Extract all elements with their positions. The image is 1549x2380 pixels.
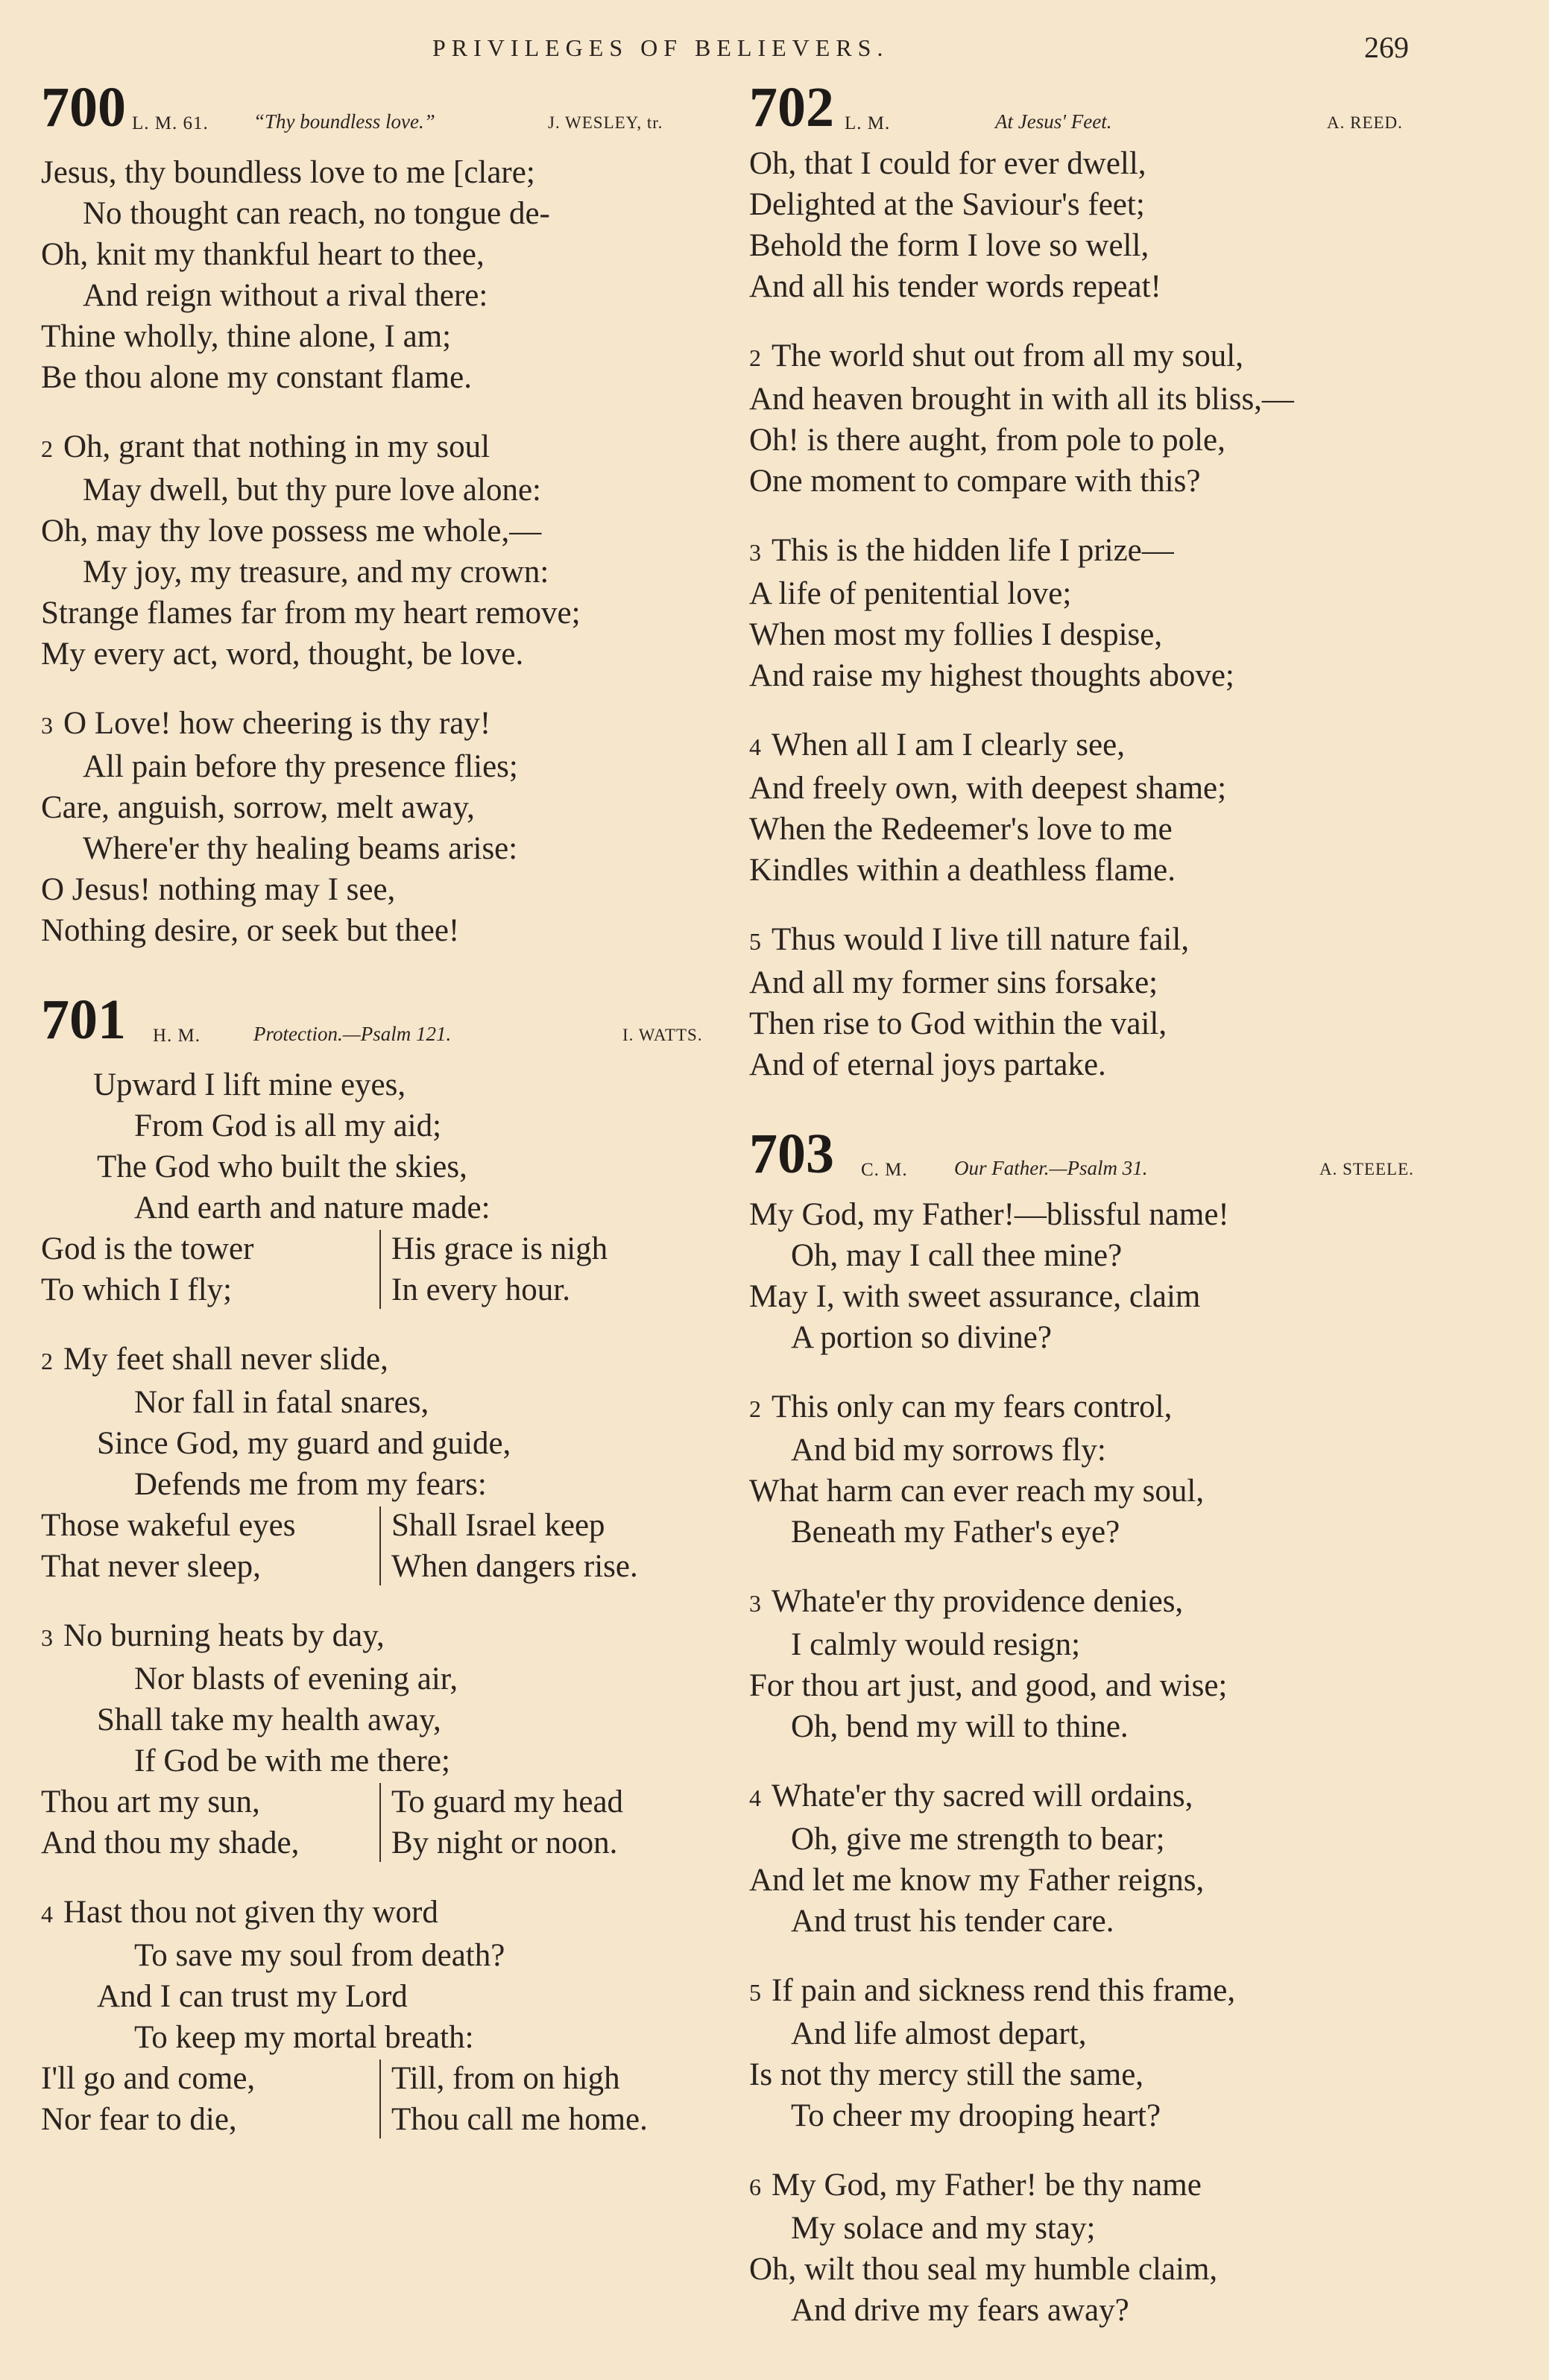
verse-line: What harm can ever reach my soul,: [749, 1474, 1205, 1509]
stanza-number: 2: [41, 435, 53, 462]
refrain-line: Till, from on high: [391, 2061, 620, 2096]
stanza-4: [749, 1775, 1495, 1942]
verse-line: And earth and nature made:: [134, 1190, 490, 1225]
stanza-number: 3: [41, 1624, 53, 1651]
verse-line: And bid my sorrows fly:: [791, 1433, 1106, 1468]
verse-line: A portion so divine?: [791, 1320, 1052, 1355]
stanza-2: [41, 1339, 757, 1587]
verse-line: Hast thou not given thy word: [63, 1895, 438, 1930]
verse-line: For thou art just, and good, and wise;: [749, 1668, 1228, 1703]
stanza-3: [749, 530, 1495, 696]
verse-line: Upward I lift mine eyes,: [93, 1067, 406, 1102]
verse-line: And trust his tender care.: [791, 1904, 1114, 1939]
hymn-title: Protection.—Psalm 121.: [253, 1023, 452, 1045]
verse-line: When most my follies I despise,: [749, 617, 1163, 652]
verse-line: And of eternal joys partake.: [749, 1047, 1106, 1082]
verse-line: To keep my mortal breath:: [134, 2020, 474, 2055]
verse-line: And let me know my Father reigns,: [749, 1863, 1205, 1898]
verse-line: If God be with me there;: [134, 1743, 450, 1778]
refrain-line: By night or noon.: [391, 1825, 618, 1860]
hymn-meter: H. M.: [153, 1026, 201, 1046]
stanza-6: [749, 2165, 1495, 2331]
stanza-number: 2: [749, 344, 761, 371]
stanza-number: 5: [749, 928, 761, 955]
verse-line: Nothing desire, or seek but thee!: [41, 913, 460, 948]
verse-line: One moment to compare with this?: [749, 464, 1201, 499]
verse-line: And all his tender words repeat!: [749, 269, 1161, 304]
verse-line: Whate'er thy sacred will ordains,: [772, 1778, 1193, 1814]
stanza-1: [749, 143, 1495, 307]
stanza-5: [749, 1970, 1495, 2136]
hymn-author: A. REED.: [1327, 113, 1403, 132]
stanza-3: [41, 1615, 757, 1863]
left-column: [41, 76, 757, 2189]
verse-line: If pain and sickness rend this frame,: [772, 1973, 1236, 2008]
verse-line: O Love! how cheering is thy ray!: [63, 706, 491, 741]
refrain-split: [41, 1505, 757, 1587]
refrain-line: Thou call me home.: [391, 2102, 648, 2137]
verse-line: When all I am I clearly see,: [772, 727, 1125, 763]
hymn-number: 701: [41, 988, 126, 1051]
verse-line: My joy, my treasure, and my crown:: [83, 555, 549, 590]
verse-line: Oh, may I call thee mine?: [791, 1238, 1123, 1273]
verse-line: Be thou alone my constant flame.: [41, 360, 472, 395]
hymn-meter: L. M.: [845, 113, 891, 133]
stanza-number: 6: [749, 2174, 761, 2200]
verse-line: Thus would I live till nature fail,: [772, 922, 1190, 957]
verse-line: Jesus, thy boundless love to me [clare;: [41, 155, 535, 190]
verse-line: Defends me from my fears:: [134, 1467, 487, 1502]
verse-line: To save my soul from death?: [134, 1938, 505, 1973]
refrain-line: I'll go and come,: [41, 2061, 256, 2096]
refrain-line: His grace is nigh: [391, 1231, 608, 1266]
verse-line: Since God, my guard and guide,: [97, 1426, 511, 1461]
verse-line: Oh, may thy love possess me whole,—: [41, 514, 542, 549]
stanza-number: 3: [749, 1590, 761, 1617]
verse-line: And I can trust my Lord: [97, 1979, 408, 2014]
verse-line: Whate'er thy providence denies,: [772, 1584, 1184, 1619]
verse-line: This only can my fears control,: [772, 1389, 1173, 1424]
hymn-title: “Thy boundless love.”: [253, 110, 435, 133]
verse-line: Nor fall in fatal snares,: [134, 1385, 429, 1420]
hymn-number: 700: [41, 76, 126, 139]
verse-line: I calmly would resign;: [791, 1627, 1081, 1662]
page-header: [0, 30, 1549, 75]
verse-line: And freely own, with deepest shame;: [749, 771, 1227, 806]
verse-line: Is not thy mercy still the same,: [749, 2057, 1144, 2092]
verse-line: My feet shall never slide,: [63, 1342, 388, 1377]
stanza-3: [749, 1581, 1495, 1747]
refrain-line: That never sleep,: [41, 1549, 261, 1584]
refrain-line: When dangers rise.: [391, 1549, 638, 1584]
stanza-number: 3: [41, 712, 53, 739]
stanza-2: [41, 426, 757, 675]
running-title: PRIVILEGES OF BELIEVERS.: [432, 34, 889, 61]
stanza-number: 2: [41, 1348, 53, 1374]
verse-line: From God is all my aid;: [134, 1108, 442, 1143]
hymn-header: [749, 1123, 1495, 1194]
hymn-700: [41, 76, 757, 951]
refrain-line: Nor fear to die,: [41, 2102, 237, 2137]
stanza-number: 4: [749, 733, 761, 760]
verse-line: The God who built the skies,: [97, 1149, 467, 1184]
refrain-line: To which I fly;: [41, 1272, 233, 1307]
verse-line: Care, anguish, sorrow, melt away,: [41, 790, 475, 825]
verse-line: To cheer my drooping heart?: [791, 2098, 1161, 2133]
verse-line: Oh, bend my will to thine.: [791, 1709, 1129, 1744]
verse-line: Delighted at the Saviour's feet;: [749, 187, 1145, 222]
stanza-1: [749, 1194, 1495, 1358]
hymn-header: [41, 988, 757, 1064]
stanza-5: [749, 919, 1495, 1085]
hymn-author: J. WESLEY, tr.: [548, 113, 663, 132]
stanza-number: 5: [749, 1979, 761, 2006]
stanza-1: [41, 1064, 757, 1310]
verse-line: And all my former sins forsake;: [749, 965, 1158, 1000]
verse-line: All pain before thy presence flies;: [83, 749, 518, 784]
verse-line: And heaven brought in with all its bliss,—: [749, 382, 1294, 417]
refrain-line: To guard my head: [391, 1784, 624, 1819]
hymn-meter: C. M.: [861, 1160, 908, 1180]
hymn-number: 703: [749, 1123, 834, 1185]
verse-line: My every act, word, thought, be love.: [41, 637, 524, 672]
hymn-meter: L. M. 61.: [132, 113, 209, 133]
hymn-author: A. STEELE.: [1319, 1160, 1414, 1178]
verse-line: My solace and my stay;: [791, 2211, 1096, 2246]
verse-line: And raise my highest thoughts above;: [749, 658, 1234, 693]
verse-line: Oh, that I could for ever dwell,: [749, 146, 1146, 181]
verse-line: Oh, knit my thankful heart to thee,: [41, 237, 485, 272]
hymn-title: Our Father.—Psalm 31.: [954, 1157, 1148, 1179]
verse-line: Oh, wilt thou seal my humble claim,: [749, 2252, 1218, 2287]
verse-line: My God, my Father!—blissful name!: [749, 1197, 1229, 1232]
hymn-author: I. WATTS.: [622, 1026, 703, 1044]
refrain-line: Those wakeful eyes: [41, 1508, 296, 1543]
right-column: [749, 76, 1495, 2380]
refrain-line: In every hour.: [391, 1272, 571, 1307]
verse-line: Behold the form I love so well,: [749, 228, 1149, 263]
stanza-4: [749, 725, 1495, 891]
verse-line: May I, with sweet assurance, claim: [749, 1279, 1201, 1314]
verse-line: My God, my Father! be thy name: [772, 2168, 1202, 2203]
refrain-line: And thou my shade,: [41, 1825, 300, 1860]
verse-line: And reign without a rival there:: [83, 278, 488, 313]
refrain-split: [41, 1781, 757, 1863]
verse-line: Shall take my health away,: [97, 1702, 441, 1737]
stanza-3: [41, 703, 757, 951]
stanza-number: 3: [749, 539, 761, 566]
stanza-4: [41, 1892, 757, 2140]
refrain-line: God is the tower: [41, 1231, 254, 1266]
verse-line: No burning heats by day,: [63, 1618, 385, 1653]
hymn-header: [749, 76, 1495, 143]
refrain-line: Shall Israel keep: [391, 1508, 605, 1543]
stanza-1: [41, 152, 757, 398]
verse-line: And life almost depart,: [791, 2016, 1087, 2051]
verse-line: No thought can reach, no tongue de-: [83, 196, 550, 231]
verse-line: Strange flames far from my heart remove;: [41, 596, 581, 631]
stanza-number: 4: [41, 1901, 53, 1928]
hymn-701: [41, 988, 757, 2140]
verse-line: O Jesus! nothing may I see,: [41, 872, 396, 907]
hymn-number: 702: [749, 76, 834, 139]
hymn-703: [749, 1123, 1495, 2331]
verse-line: This is the hidden life I prize—: [772, 533, 1174, 568]
verse-line: Oh, grant that nothing in my soul: [63, 429, 490, 464]
refrain-split: [41, 1228, 757, 1310]
verse-line: Where'er thy healing beams arise:: [83, 831, 518, 866]
verse-line: And drive my fears away?: [791, 2293, 1129, 2328]
verse-line: Oh, give me strength to bear;: [791, 1822, 1165, 1857]
page-number: 269: [1364, 31, 1409, 64]
verse-line: A life of penitential love;: [749, 576, 1072, 611]
verse-line: Nor blasts of evening air,: [134, 1661, 458, 1696]
verse-line: Oh! is there aught, from pole to pole,: [749, 423, 1225, 458]
stanza-2: [749, 335, 1495, 502]
verse-line: Beneath my Father's eye?: [791, 1515, 1120, 1550]
stanza-number: 2: [749, 1395, 761, 1422]
hymn-header: [41, 76, 757, 152]
verse-line: Kindles within a deathless flame.: [749, 853, 1176, 888]
stanza-number: 4: [749, 1784, 761, 1811]
verse-line: Then rise to God within the vail,: [749, 1006, 1167, 1041]
verse-line: May dwell, but thy pure love alone:: [83, 473, 541, 508]
verse-line: The world shut out from all my soul,: [772, 338, 1243, 373]
verse-line: When the Redeemer's love to me: [749, 812, 1173, 847]
verse-line: Thine wholly, thine alone, I am;: [41, 319, 452, 354]
refrain-split: [41, 2058, 757, 2140]
hymn-title: At Jesus' Feet.: [995, 110, 1112, 133]
stanza-2: [749, 1386, 1495, 1553]
hymn-702: [749, 76, 1495, 1085]
refrain-line: Thou art my sun,: [41, 1784, 260, 1819]
